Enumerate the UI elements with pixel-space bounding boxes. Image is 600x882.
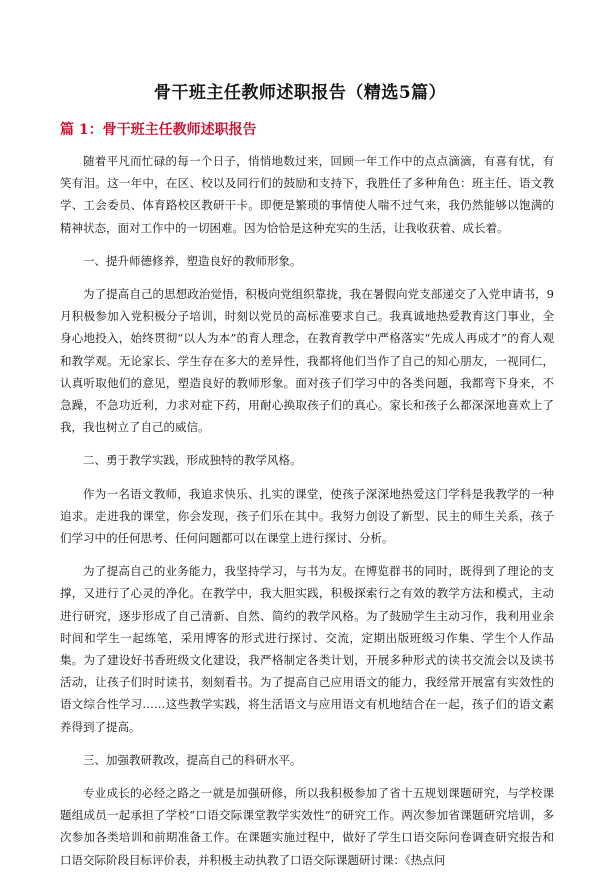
body-paragraph: 作为一名语文教师，我追求快乐、扎实的课堂，使孩子深深地热爱这门学科是我教学的一种追求。走进我的课堂，你会发现，孩子们乐在其中。我努力创设了新型、民主的师生关系，孩子们学习中的任何思考、任何问题都可以在课堂上进行探讨、分析。 [60,486,554,546]
body-paragraph: 随着平凡而忙碌的每一个日子，悄悄地数过来，回顾一年工作中的点点滴滴，有喜有忧，有笑有泪。这一年中，在区、校以及同行们的鼓励和支持下，我胜任了多种角色：班主任、语文教学、工会委员、体育路校区教研干卡。即便是繁琐的事情使人喘不过气来，我仍然能够以饱满的精神状态，面对工作中的一切困难。因为恰恰是这种充实的生活，让我收获着、成长着。 [60,154,554,235]
section-title: 篇 1：骨干班主任教师述职报告 [60,122,257,138]
subsection-heading: 一、提升师德修养，塑造良好的教师形象。 [83,253,302,268]
body-paragraph: 为了提高自己的思想政治觉悟，积极向党组织靠拢，我在暑假向党支部递交了入党申请书，9月积极参加入党积极分子培训，时刻以党员的高标准要求自己。我真诚地热爱教育这门事业，全身心地投入，始终贯彻“以人为本”的育人理念，在教育教学中严格落实“先成人再成才”的育人观和教学观。无论家长、学生存在多大的差异性，我都将他们当作了自己的知心朋友，一视同仁，认真听取他们的意见，塑造良好的教师形象。面对孩子们学习中的各类问题，我都弯下身来，不急躁，不急功近利，力求对症下药，用耐心换取孩子们的真心。家长和孩子么都深深地喜欢上了我，我也树立了自己的威信。 [60,287,554,435]
subsection-heading: 三、加强教研教改，提高自己的科研水平。 [83,752,302,767]
document-body [60,150,554,882]
document-title: 骨干班主任教师述职报告（精选5篇） [153,83,447,103]
body-paragraph: 专业成长的必经之路之一就是加强研修，所以我积极参加了省十五规划课题研究，与学校课题组成员一起承担了学校“口语交际课堂教学实效性”的研究工作。两次参加省课题研究培训，多次参加各类培训和前期准备工作。在课题实施过程中，做好了学生口语交际问卷调查研究报告和口语交际阶段目标评价表，并积极主动执教了口语交际课题研讨课：《热点问 [60,786,554,867]
subsection-heading: 二、勇于教学实践，形成独特的教学风格。 [83,453,302,468]
body-paragraph: 为了提高自己的业务能力，我坚持学习，与书为友。在博览群书的同时，既得到了理论的支撑，又进行了心灵的净化。在教学中，我大胆实践，积极探索行之有效的教学方法和模式，主动进行研究，逐步形成了自己清新、自然、简约的教学风格。为了鼓励学生主动习作，我利用业余时间和学生一起练笔，采用博客的形式进行探讨、交流，定期出版班级习作集、学生个人作品集。为了建设好书香班级文化建设，我严格制定各类计划，开展多种形式的读书交流会以及读书活动，让孩子们时时读书，刻刻看书。为了提高自己应用语文的能力，我经常开展富有实效性的语文综合性学习……这些教学实践，将生活语文与应用语文有机地结合在一起，孩子们的语文素养得到了提高。 [60,564,554,734]
